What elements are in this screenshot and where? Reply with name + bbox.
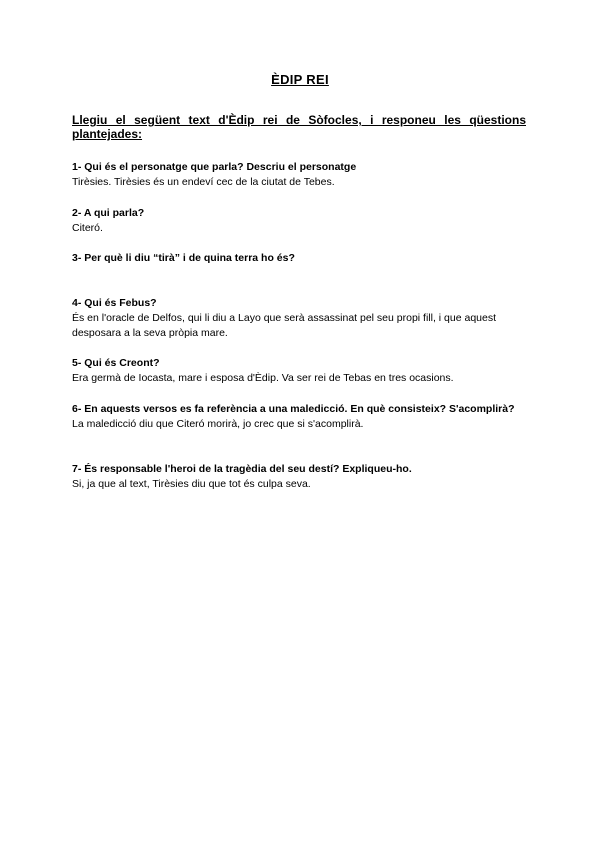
instructions: Llegiu el següent text d'Èdip rei de Sòfocles, i responeu les qüestions plantejades:	[72, 113, 526, 141]
question-3: 3- Per què li diu “tirà” i de quina terra ho és?	[72, 252, 295, 264]
question-7: 7- És responsable l'heroi de la tragèdia del seu destí? Expliqueu-ho.	[72, 463, 412, 475]
question-5: 5- Qui és Creont?	[72, 357, 160, 369]
question-6: 6- En aquests versos es fa referència a una maledicció. En què consisteix? S'acomplirà?	[72, 403, 515, 415]
question-block-3	[72, 251, 526, 266]
answer-6: La maledicció diu que Citeró morirà, jo crec que si s'acomplirà.	[72, 418, 364, 430]
question-block-2	[72, 206, 526, 236]
question-block-5	[72, 356, 526, 386]
answer-5: Era germà de Iocasta, mare i esposa d'Èdip. Va ser rei de Tebas en tres ocasions.	[72, 372, 454, 384]
answer-7: Si, ja que al text, Tirèsies diu que tot és culpa seva.	[72, 478, 311, 490]
question-1: 1- Qui és el personatge que parla? Descriu el personatge	[72, 161, 357, 173]
question-block-6	[72, 402, 526, 432]
question-block-1	[72, 160, 526, 190]
question-block-7	[72, 462, 526, 492]
answer-1: Tirèsies. Tirèsies és un endeví cec de la ciutat de Tebes.	[72, 176, 335, 188]
question-block-4	[72, 296, 526, 341]
document-title: ÈDIP REI	[271, 72, 329, 87]
answer-2: Citeró.	[72, 222, 103, 234]
answer-4: És en l'oracle de Delfos, qui li diu a Layo que serà assassinat pel seu propi fill, i que aquest desposara a la seva pròpia mare.	[72, 312, 497, 339]
question-4: 4- Qui és Febus?	[72, 297, 157, 309]
question-2: 2- A qui parla?	[72, 207, 145, 219]
